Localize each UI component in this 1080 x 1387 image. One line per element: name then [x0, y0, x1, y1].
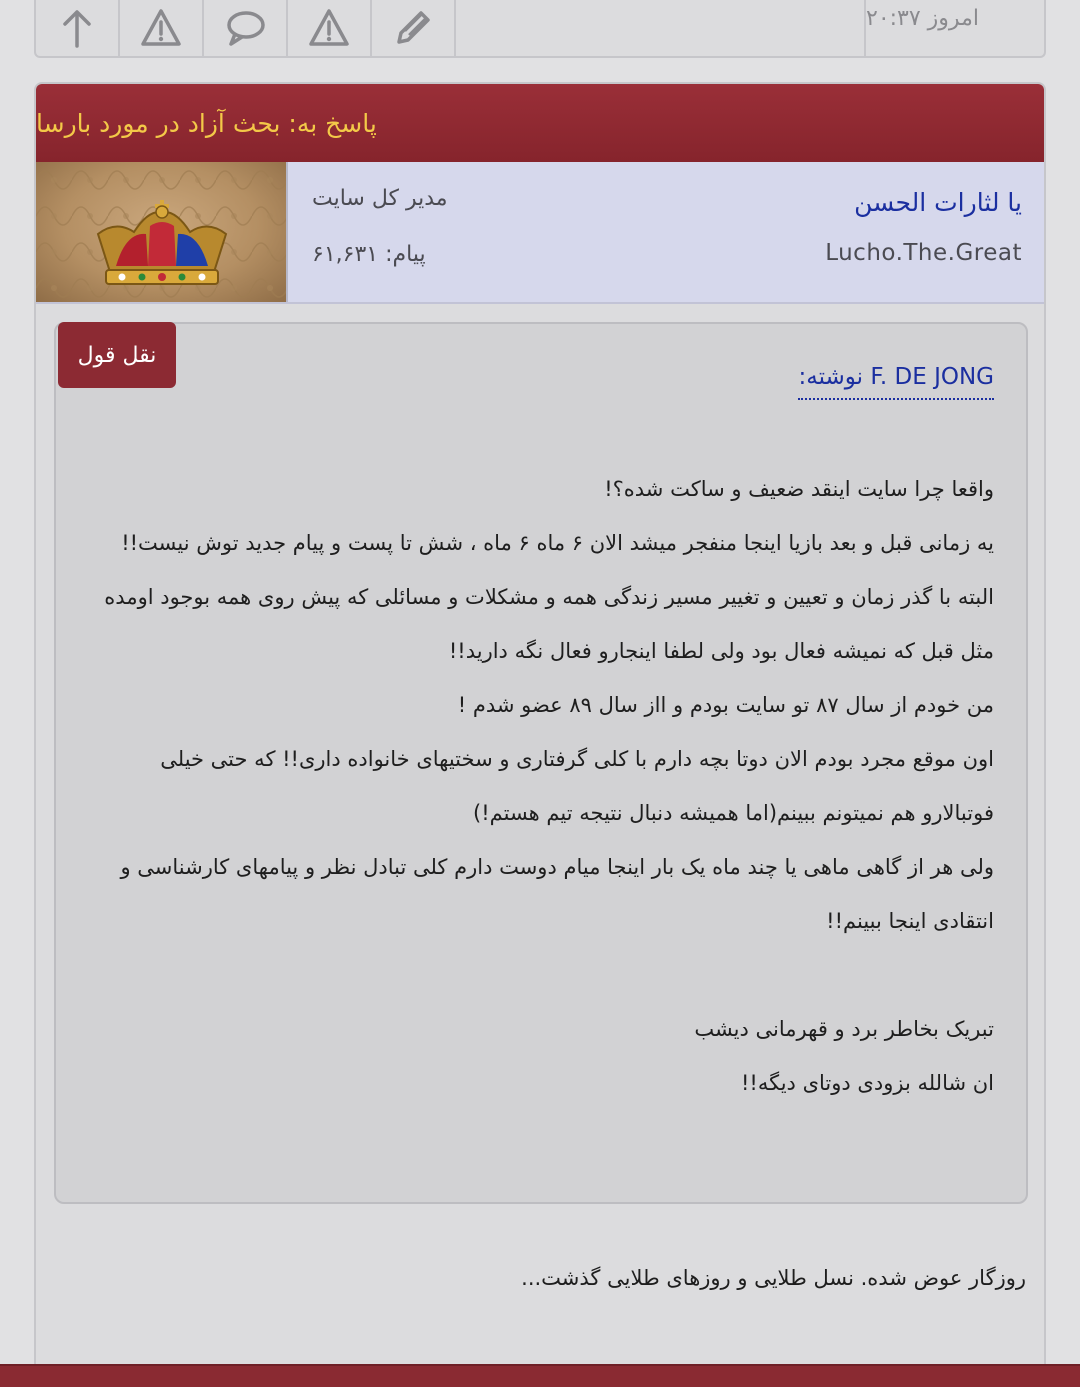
quote-paragraph: ان شالله بزودی دوتای دیگه!!	[741, 1071, 994, 1095]
post-card	[34, 82, 1046, 1387]
quote-paragraph: اون موقع مجرد بودم الان دوتا بچه دارم با کلی گرفتاری و سختیهای خانواده داری!! که حتی خیلی فوتبالارو هم نمیتونم ببینم(اما همیشه دنبال نتیجه تیم هستم!)	[160, 747, 994, 825]
quote-paragraph: تبریک بخاطر برد و قهرمانی دیشب	[694, 1017, 994, 1041]
post-count-label: پیام:	[385, 242, 426, 267]
quote-blank-line	[82, 948, 994, 1002]
report-button[interactable]	[120, 0, 204, 56]
quote-body	[82, 462, 994, 1110]
post-count-value: ۶۱,۶۳۱	[312, 242, 379, 267]
post-title[interactable]: پاسخ به: بحث آزاد در مورد بارسا	[36, 108, 377, 138]
post-title-bar	[36, 84, 1044, 162]
warning-icon	[139, 6, 183, 50]
quote-label: نقل قول	[58, 322, 176, 388]
edit-button[interactable]	[372, 0, 456, 56]
quote-paragraph: البته با گذر زمان و تعیین و تغییر مسیر زندگی همه و مشکلات و مسائلی که پیش روی همه بوجود اومده مثل قبل که نمیشه فعال بود ولی لطفا اینجارو فعال نگه دارید!!	[104, 585, 994, 663]
warn-button[interactable]	[288, 0, 372, 56]
avatar[interactable]	[36, 162, 288, 302]
author-role: مدیر کل سایت	[312, 186, 448, 211]
quote-paragraph: من خودم از سال ۸۷ تو سایت بودم و ااز سال ۸۹ عضو شدم !	[457, 693, 994, 717]
author-post-count	[312, 242, 426, 267]
quote-paragraph: واقعا چرا سایت اینقد ضعیف و ساکت شده؟!	[604, 477, 994, 501]
reply-button[interactable]	[204, 0, 288, 56]
author-name[interactable]: یا لثارات الحسن	[854, 188, 1022, 217]
crown-icon	[36, 162, 288, 302]
quote-paragraph: یه زمانی قبل و بعد بازیا اینجا منفجر میشد الان ۶ ماه ۶ ماه ، شش تا پست و پیام جدید توش نیست!!	[121, 531, 994, 555]
next-post-header	[0, 1364, 1080, 1387]
quote-box	[54, 322, 1028, 1204]
scroll-top-button[interactable]	[36, 0, 120, 56]
author-tag: Lucho.The.Great	[825, 240, 1022, 266]
warning-icon	[307, 6, 351, 50]
previous-post-footer	[34, 0, 1046, 58]
previous-post-time: امروز ۲۰:۳۷	[864, 0, 1044, 56]
author-bar	[36, 162, 1044, 304]
arrow-up-icon	[55, 6, 99, 50]
quote-paragraph: ولی هر از گاهی ماهی یا چند ماه یک بار اینجا میام دوست دارم کلی تبادل نظر و پیامهای کارشناسی و انتقادی اینجا ببینم!!	[120, 855, 994, 933]
signature: روزگار عوض شده. نسل طلایی و روزهای طلایی گذشت...	[521, 1266, 1026, 1290]
quote-author-link[interactable]: F. DE JONG نوشته:	[798, 364, 994, 400]
comment-icon	[223, 6, 267, 50]
pencil-icon	[391, 6, 435, 50]
